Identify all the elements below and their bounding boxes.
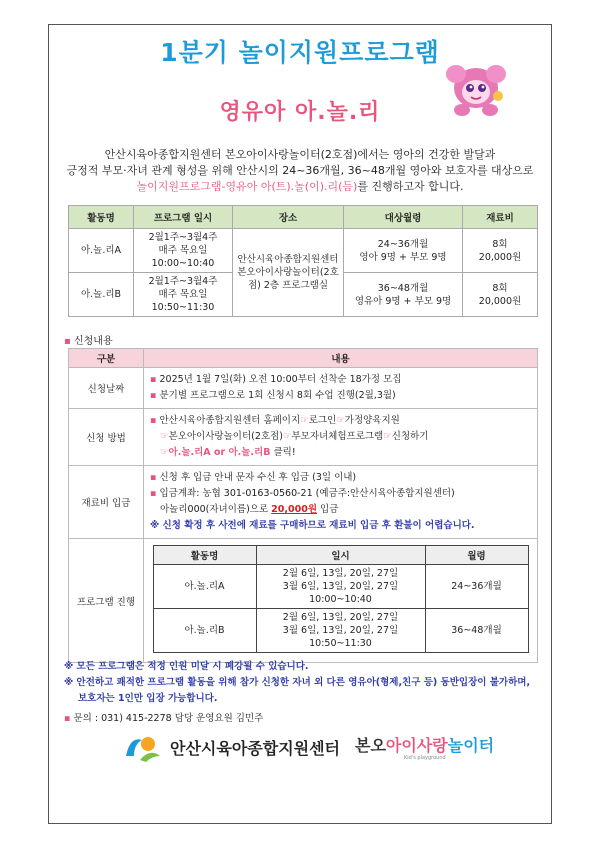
- intro-text: [62, 147, 538, 195]
- center-logo-icon: [120, 730, 164, 766]
- table-row: [69, 368, 538, 409]
- apply-header-content: 내용: [144, 349, 538, 368]
- program-age: 36~48개월 영유아 9명 + 부모 9명: [344, 273, 463, 317]
- program-header-age: 대상월령: [344, 206, 463, 229]
- apply-schedule-content: [144, 539, 538, 663]
- program-schedule: 2월1주~3월4주 매주 목요일 10:00~10:40: [134, 229, 233, 273]
- program-fee: 8회 20,000원: [463, 273, 538, 317]
- program-name: 아.놀.리B: [69, 273, 134, 317]
- schedule-header-age: 월령: [425, 546, 528, 565]
- notice-item: ※ 안전하고 쾌적한 프로그램 활동을 위해 참가 신청한 자녀 외 다른 영유아(형제,친구 등) 동반입장이 불가하며,: [64, 677, 531, 688]
- program-header-place: 장소: [233, 206, 344, 229]
- playground-brand: 본오아이사랑놀이터: [355, 736, 495, 755]
- center-name: 안산시육아종합지원센터: [170, 739, 341, 758]
- page-title: 1분기 놀이지원프로그램: [160, 38, 440, 67]
- table-row: [69, 539, 538, 663]
- apply-method-content: ▪ 안산시육아종합지원센터 홈페이지☞로그인☞가정양육지원 ☞본오아이사랑놀이터(2호점)☞부모자녀체험프로그램☞신청하기 ☞아.놀.리A or 아.놀.리B 클릭!: [144, 409, 538, 466]
- program-name: 아.놀.리A: [69, 229, 134, 273]
- apply-fee-content: ▪ 신청 후 입금 안내 문자 수신 후 입금 (3일 이내) ▪ 입금계좌: 농협 301-0163-0560-21 (예금주:안산시육아종합지원센터) 아놀리000(자녀이름)으로 20,000원 입금 ※ 신청 확정 후 사전에 재료를 구매하므로 재료비 입금 후 환불이 어렵습니다.: [144, 466, 538, 539]
- apply-method-label: 신청 방법: [69, 409, 144, 466]
- apply-date-label: 신청날짜: [69, 368, 144, 409]
- program-header-schedule: 프로그램 일시: [134, 206, 233, 229]
- program-header-fee: 재료비: [463, 206, 538, 229]
- arrow-icon: ☞: [383, 431, 392, 442]
- notice-item: ※ 모든 프로그램은 적정 인원 미달 시 폐강될 수 있습니다.: [64, 661, 309, 672]
- mascot-character-icon: [440, 58, 510, 120]
- schedule-table: [153, 545, 529, 653]
- table-row: 아.놀.리A 2월 6일, 13일, 20일, 27일 3월 6일, 13일, 20일, 27일 10:00~10:40 24~36개월: [153, 565, 528, 609]
- program-schedule: 2월1주~3월4주 매주 목요일 10:50~11:30: [134, 273, 233, 317]
- arrow-icon: ☞: [282, 431, 292, 442]
- arrow-icon: ☞: [160, 447, 169, 458]
- bullet-icon: ▪: [64, 713, 71, 724]
- intro-line-3-rest: 를 진행하고자 합니다.: [357, 180, 464, 193]
- contact-info: ▪ 문의 : 031) 415-2278 담당 운영요원 김민주: [64, 713, 264, 724]
- section-label: ▪ 신청내용: [64, 336, 113, 347]
- apply-fee-label: 재료비 입금: [69, 466, 144, 539]
- table-row: [69, 229, 538, 273]
- table-row: [69, 409, 538, 466]
- intro-program-name: 놀이지원프로그램-영유아 아(트).놀(이).리(듬): [136, 180, 358, 193]
- footer-logo: [120, 730, 520, 770]
- apply-header-category: 구분: [69, 349, 144, 368]
- arrow-icon: ☞: [160, 431, 169, 442]
- table-row: [69, 466, 538, 539]
- playground-tagline: Kid's playground: [404, 755, 446, 761]
- program-fee: 8회 20,000원: [463, 229, 538, 273]
- bullet-icon: ▪: [64, 336, 71, 347]
- notice-item: 보호자는 1인만 입장 가능합니다.: [78, 693, 218, 704]
- program-age: 24~36개월 영아 9명 + 부모 9명: [344, 229, 463, 273]
- program-header-name: 활동명: [69, 206, 134, 229]
- apply-schedule-label: 프로그램 진행: [69, 539, 144, 663]
- arrow-icon: ☞: [336, 415, 345, 426]
- refund-note: ※ 신청 확정 후 사전에 재료를 구매하므로 재료비 입금 후 환불이 어렵습니다.: [150, 520, 475, 531]
- table-row: 아.놀.리B 2월 6일, 13일, 20일, 27일 3월 6일, 13일, 20일, 27일 10:50~11:30 36~48개월: [153, 609, 528, 653]
- apply-date-content: ▪ 2025년 1월 7일(화) 오전 10:00부터 선착순 18가정 모집 ▪ 분기별 프로그램으로 1회 신청시 8회 수업 진행(2월,3월): [144, 368, 538, 409]
- page-subtitle: 영유아 아.놀.리: [219, 100, 381, 125]
- intro-line-2: 긍정적 부모·자녀 관계 형성을 위해 안산시의 24~36개월, 36~48개월 영아와 보호자를 대상으로: [66, 164, 534, 177]
- schedule-header-name: 활동명: [153, 546, 256, 565]
- fee-amount: 20,000원: [271, 504, 318, 515]
- intro-line-3: [62, 179, 538, 195]
- intro-line-1: 안산시육아종합지원센터 본오아이사랑놀이터(2호점)에서는 영아의 건강한 발달과: [104, 148, 496, 161]
- application-table: [68, 348, 538, 663]
- notice-list: [64, 659, 544, 707]
- program-place: 안산시육아종합지원센터 본오아이사랑놀이터(2호 점) 2층 프로그램실: [233, 229, 344, 317]
- arrow-icon: ☞: [300, 415, 309, 426]
- schedule-header-date: 일시: [256, 546, 425, 565]
- program-table: [68, 205, 538, 317]
